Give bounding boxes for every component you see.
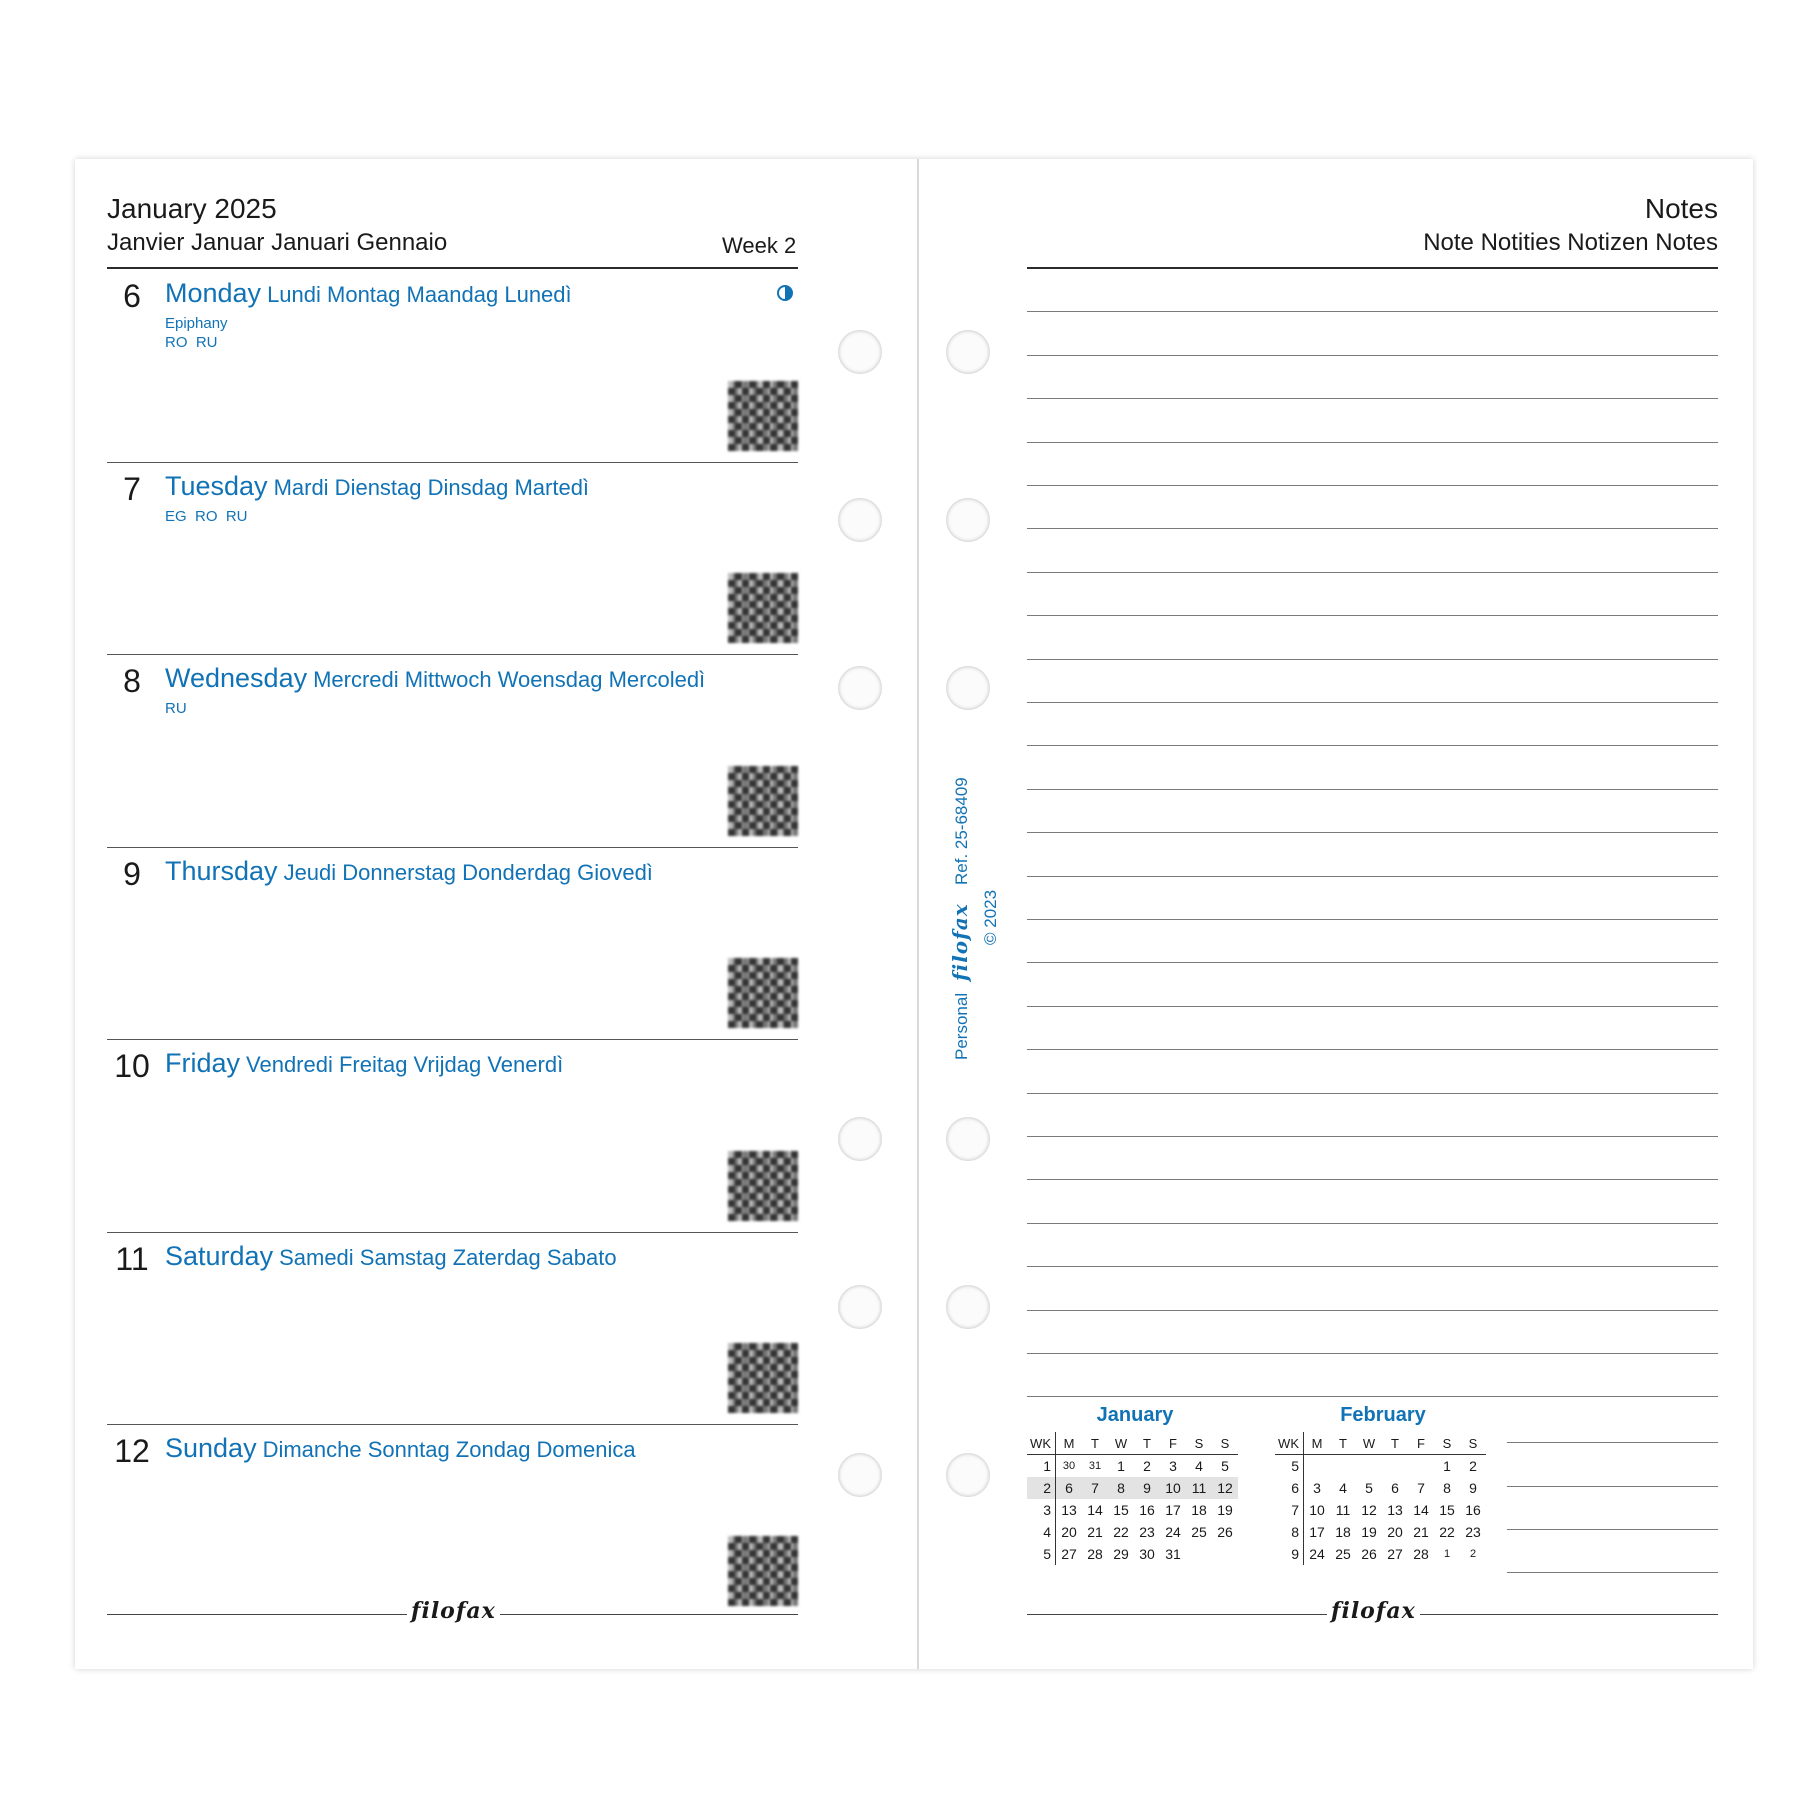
mini-calendar-header: F — [1408, 1432, 1434, 1455]
month-title: January 2025 — [107, 193, 277, 224]
day-note: Epiphany — [165, 315, 228, 332]
note-line[interactable] — [1027, 745, 1718, 746]
mini-calendar-header: T — [1134, 1432, 1160, 1455]
month-translations: Janvier Januar Januari Gennaio — [107, 229, 448, 256]
mini-calendar-week: 2 — [1027, 1477, 1056, 1499]
day-block[interactable] — [107, 655, 798, 848]
punch-hole — [838, 1117, 882, 1161]
qr-code-icon[interactable] — [728, 958, 798, 1028]
day-number: 12 — [114, 1433, 150, 1469]
mini-calendar-week: 1 — [1027, 1455, 1056, 1478]
mini-calendar-day: 31 — [1165, 1546, 1181, 1562]
day-name-label: Friday — [165, 1048, 241, 1078]
mini-calendar-day: 27 — [1061, 1546, 1077, 1562]
mini-calendar-grid — [1027, 1432, 1238, 1565]
filofax-logo-right: filofax — [1327, 1598, 1420, 1624]
mini-calendar-day — [1304, 1455, 1331, 1478]
note-line[interactable] — [1027, 832, 1718, 833]
note-line[interactable] — [1027, 1223, 1718, 1224]
mini-calendar-day: 23 — [1139, 1524, 1155, 1540]
day-name — [165, 471, 589, 502]
mini-calendar-week: 5 — [1275, 1455, 1304, 1478]
day-name-translations: Jeudi Donnerstag Donderdag Giovedì — [283, 859, 653, 885]
mini-calendar-day: 1 — [1117, 1458, 1125, 1474]
note-line[interactable] — [1027, 1006, 1718, 1007]
day-note: RU — [165, 700, 187, 717]
mini-calendar-day: 10 — [1309, 1502, 1325, 1518]
note-line[interactable] — [1027, 485, 1718, 486]
mini-calendar-header: S — [1186, 1432, 1212, 1455]
mini-calendar-day: 21 — [1087, 1524, 1103, 1540]
note-line[interactable] — [1027, 702, 1718, 703]
note-line[interactable] — [1027, 1093, 1718, 1094]
mini-calendar-day: 16 — [1465, 1502, 1481, 1518]
day-note: EG RO RU — [165, 507, 248, 525]
note-line-short[interactable] — [1507, 1486, 1718, 1487]
day-block[interactable] — [107, 1233, 798, 1426]
punch-hole — [946, 666, 990, 710]
mini-calendar-day: 4 — [1339, 1480, 1347, 1496]
note-line[interactable] — [1027, 789, 1718, 790]
note-line[interactable] — [1027, 355, 1718, 356]
half-moon-icon — [777, 285, 793, 301]
day-block[interactable] — [107, 270, 798, 463]
day-name-translations: Vendredi Freitag Vrijdag Venerdì — [246, 1052, 564, 1077]
day-number: 7 — [123, 470, 141, 507]
mini-calendar-header: S — [1460, 1432, 1486, 1455]
mini-calendar-header: W — [1108, 1432, 1134, 1455]
mini-calendar-day: 28 — [1087, 1546, 1103, 1562]
day-number: 6 — [123, 278, 141, 314]
day-name-translations: Mardi Dienstag Dinsdag Martedì — [273, 474, 590, 500]
day-name-translations: Dimanche Sonntag Zondag Domenica — [262, 1437, 636, 1462]
mini-calendar-day: 9 — [1134, 1477, 1160, 1499]
mini-calendar-day: 23 — [1465, 1524, 1481, 1540]
notes-subtitle: Note Notities Notizen Notes — [1423, 229, 1718, 256]
mini-calendar-header: WK — [1275, 1432, 1304, 1455]
mini-calendar-day: 4 — [1195, 1458, 1203, 1474]
mini-calendar-week: 5 — [1027, 1543, 1056, 1565]
note-line[interactable] — [1027, 1266, 1718, 1267]
mini-calendar-month: February — [1340, 1404, 1426, 1426]
mini-calendar-day: 3 — [1313, 1480, 1321, 1496]
note-line[interactable] — [1027, 1049, 1718, 1050]
mini-calendar-day: 17 — [1165, 1502, 1181, 1518]
notes-title: Notes — [1644, 193, 1718, 224]
mini-calendar-week: 6 — [1275, 1477, 1304, 1499]
mini-calendar-day: 27 — [1387, 1546, 1403, 1562]
mini-calendar-week: 8 — [1275, 1521, 1304, 1543]
day-name — [165, 1241, 617, 1272]
punch-hole — [838, 498, 882, 542]
notes-header-rule — [1027, 267, 1718, 269]
mini-calendar-header: T — [1382, 1432, 1408, 1455]
mini-calendar-day: 8 — [1443, 1480, 1451, 1496]
mini-calendar-header: T — [1082, 1432, 1108, 1455]
qr-code-icon[interactable] — [728, 1536, 798, 1606]
mini-calendar-month: January — [1096, 1404, 1174, 1426]
mini-calendar-day: 30 — [1139, 1546, 1155, 1562]
note-line[interactable] — [1027, 572, 1718, 573]
note-line-short[interactable] — [1507, 1529, 1718, 1530]
mini-calendar-day: 24 — [1165, 1524, 1181, 1540]
day-note: RO RU — [165, 334, 218, 351]
day-name-label: Tuesday — [165, 470, 268, 501]
mini-calendar-day: 21 — [1413, 1524, 1429, 1540]
qr-code-icon[interactable] — [728, 381, 798, 451]
spine-filofax-logo: filofax — [948, 903, 972, 981]
mini-calendar-day: 26 — [1217, 1524, 1233, 1540]
day-name-label: Sunday — [165, 1433, 257, 1463]
mini-calendar-day — [1382, 1455, 1408, 1478]
spine-personal: Personal — [952, 992, 971, 1060]
note-line[interactable] — [1027, 311, 1718, 312]
spine-copyright: © 2023 — [981, 889, 1000, 945]
mini-calendar-week: 4 — [1027, 1521, 1056, 1543]
mini-calendar-day: 14 — [1087, 1502, 1103, 1518]
mini-calendar-day: 28 — [1413, 1546, 1429, 1562]
note-line[interactable] — [1027, 1136, 1718, 1137]
day-number: 11 — [115, 1240, 149, 1277]
mini-calendar-day: 26 — [1361, 1546, 1377, 1562]
day-name-translations: Lundi Montag Maandag Lunedì — [267, 282, 572, 307]
mini-calendar-day: 18 — [1191, 1502, 1207, 1518]
qr-code-icon[interactable] — [728, 766, 798, 836]
day-name — [165, 663, 705, 694]
day-name — [165, 856, 653, 887]
note-line[interactable] — [1027, 1396, 1718, 1397]
mini-calendar-header: T — [1330, 1432, 1356, 1455]
mini-calendar-day: 19 — [1217, 1502, 1233, 1518]
mini-calendar-day: 5 — [1221, 1458, 1229, 1474]
day-name-label: Monday — [165, 278, 262, 308]
mini-calendar-day: 10 — [1160, 1477, 1186, 1499]
day-name-translations: Samedi Samstag Zaterdag Sabato — [279, 1244, 617, 1270]
day-name-label: Saturday — [165, 1240, 274, 1271]
mini-calendar-day: 7 — [1082, 1477, 1108, 1499]
header-rule — [107, 267, 798, 269]
mini-calendar-header: WK — [1027, 1432, 1056, 1455]
mini-calendar-day: 6 — [1056, 1477, 1083, 1499]
mini-calendar-day: 2 — [1469, 1548, 1477, 1560]
note-line[interactable] — [1027, 442, 1718, 443]
mini-calendar-day: 13 — [1387, 1502, 1403, 1518]
punch-hole — [946, 1117, 990, 1161]
mini-calendar-day — [1408, 1455, 1434, 1478]
mini-calendar-day — [1212, 1543, 1238, 1565]
day-number: 10 — [114, 1048, 150, 1084]
note-line[interactable] — [1027, 1179, 1718, 1180]
mini-calendar-day — [1356, 1455, 1382, 1478]
spine-ref: Ref. 25-68409 — [952, 777, 971, 885]
filofax-logo: filofax — [407, 1598, 500, 1624]
day-block[interactable] — [107, 463, 798, 656]
mini-calendar-day: 29 — [1113, 1546, 1129, 1562]
mini-calendar-header: W — [1356, 1432, 1382, 1455]
punch-hole — [946, 1453, 990, 1497]
mini-calendar-day: 12 — [1212, 1477, 1238, 1499]
day-number: 9 — [123, 855, 141, 892]
qr-code-icon[interactable] — [728, 1151, 798, 1221]
mini-calendar-day: 18 — [1335, 1524, 1351, 1540]
mini-calendar-day: 30 — [1062, 1460, 1076, 1472]
mini-calendar-day: 1 — [1443, 1458, 1451, 1474]
day-name-label: Wednesday — [165, 663, 308, 693]
mini-calendar-header: S — [1212, 1432, 1238, 1455]
note-line[interactable] — [1027, 919, 1718, 920]
mini-calendar-day: 15 — [1439, 1502, 1455, 1518]
punch-hole — [838, 666, 882, 710]
day-name-translations: Mercredi Mittwoch Woensdag Mercoledì — [313, 667, 706, 692]
day-name — [165, 1048, 563, 1079]
mini-calendar-day: 17 — [1309, 1524, 1325, 1540]
mini-calendar-day: 25 — [1335, 1546, 1351, 1562]
mini-calendar-day: 3 — [1169, 1458, 1177, 1474]
mini-calendar-day: 22 — [1439, 1524, 1455, 1540]
note-line[interactable] — [1027, 876, 1718, 877]
mini-calendar-day — [1186, 1543, 1212, 1565]
mini-calendar-day: 22 — [1113, 1524, 1129, 1540]
mini-calendar-grid — [1275, 1432, 1486, 1565]
mini-calendar-day: 8 — [1108, 1477, 1134, 1499]
note-line[interactable] — [1027, 962, 1718, 963]
punch-hole — [946, 1285, 990, 1329]
mini-calendar-day: 19 — [1361, 1524, 1377, 1540]
day-block[interactable] — [107, 848, 798, 1041]
punch-hole — [838, 1285, 882, 1329]
day-name — [165, 1433, 636, 1464]
punch-hole — [838, 1453, 882, 1497]
mini-calendar-header: M — [1304, 1432, 1331, 1455]
mini-calendar-day: 12 — [1361, 1502, 1377, 1518]
note-line[interactable] — [1027, 398, 1718, 399]
day-number: 8 — [123, 663, 141, 699]
mini-calendar-day: 20 — [1061, 1524, 1077, 1540]
punch-hole — [838, 330, 882, 374]
note-line[interactable] — [1027, 528, 1718, 529]
note-line[interactable] — [1027, 1353, 1718, 1354]
punch-hole — [946, 330, 990, 374]
mini-calendar-day: 7 — [1417, 1480, 1425, 1496]
day-name — [165, 278, 572, 309]
mini-calendar-header: M — [1056, 1432, 1083, 1455]
mini-calendar-day — [1330, 1455, 1356, 1478]
mini-calendar-day: 31 — [1088, 1460, 1102, 1472]
note-line-short[interactable] — [1507, 1572, 1718, 1573]
week-label: Week 2 — [722, 233, 797, 258]
mini-calendar-week: 3 — [1027, 1499, 1056, 1521]
punch-hole — [946, 498, 990, 542]
mini-calendar-header: F — [1160, 1432, 1186, 1455]
note-line-short[interactable] — [1507, 1442, 1718, 1443]
mini-calendar-day: 13 — [1061, 1502, 1077, 1518]
day-block[interactable] — [107, 1040, 798, 1233]
mini-calendar-day: 25 — [1191, 1524, 1207, 1540]
mini-calendar-day: 6 — [1391, 1480, 1399, 1496]
mini-calendar-day: 14 — [1413, 1502, 1429, 1518]
mini-calendar-day: 11 — [1186, 1477, 1212, 1499]
mini-calendar-day: 15 — [1113, 1502, 1129, 1518]
mini-calendar-day: 24 — [1309, 1546, 1325, 1562]
qr-code-icon[interactable] — [728, 1343, 798, 1413]
mini-calendar-day: 2 — [1469, 1458, 1477, 1474]
mini-calendar-day: 1 — [1443, 1548, 1451, 1560]
day-name-label: Thursday — [165, 855, 278, 886]
mini-calendar-header: S — [1434, 1432, 1460, 1455]
mini-calendar-day: 16 — [1139, 1502, 1155, 1518]
day-block[interactable] — [107, 1425, 798, 1618]
mini-calendar-week: 9 — [1275, 1543, 1304, 1565]
note-line[interactable] — [1027, 659, 1718, 660]
mini-calendar-day: 2 — [1143, 1458, 1151, 1474]
note-line[interactable] — [1027, 615, 1718, 616]
page-divider — [917, 159, 919, 1669]
note-line[interactable] — [1027, 1310, 1718, 1311]
mini-calendar-day: 5 — [1365, 1480, 1373, 1496]
qr-code-icon[interactable] — [728, 573, 798, 643]
mini-calendar-week: 7 — [1275, 1499, 1304, 1521]
mini-calendar-day: 20 — [1387, 1524, 1403, 1540]
mini-calendar-day: 11 — [1335, 1502, 1351, 1518]
mini-calendar-day: 9 — [1469, 1480, 1477, 1496]
